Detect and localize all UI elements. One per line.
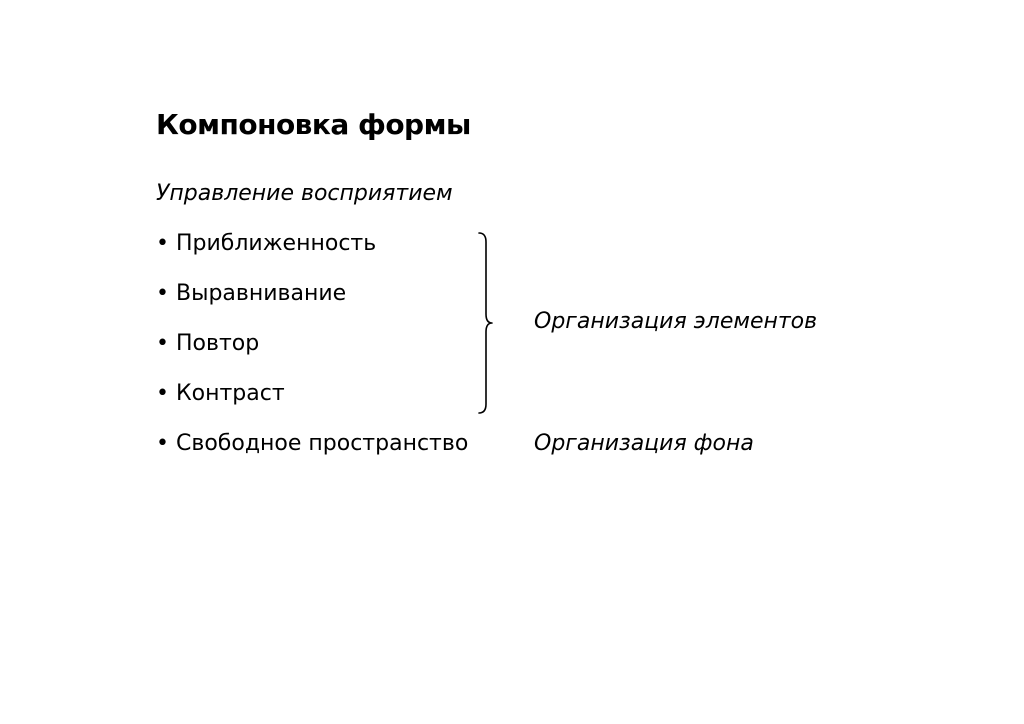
list-item: [156, 231, 376, 256]
list-item-label: Выравнивание: [176, 281, 347, 306]
group-label-elements: Организация элементов: [534, 309, 818, 334]
group-label-background: Организация фона: [534, 431, 754, 456]
list-item-label: Приближенность: [176, 231, 377, 256]
list-item: [156, 331, 259, 356]
list-item-label: Контраст: [176, 381, 285, 406]
bullet-icon: •: [156, 331, 169, 356]
bullet-icon: •: [156, 381, 169, 406]
list-item: [156, 281, 346, 306]
slide-subtitle: Управление восприятием: [156, 181, 453, 206]
list-item-label: Свободное пространство: [176, 431, 469, 456]
curly-brace-icon: [476, 230, 500, 416]
list-item: [156, 431, 468, 456]
bullet-icon: •: [156, 281, 169, 306]
bullet-icon: •: [156, 231, 169, 256]
list-item: [156, 381, 285, 406]
list-item-label: Повтор: [176, 331, 260, 356]
slide-title: Компоновка формы: [156, 108, 471, 141]
bullet-icon: •: [156, 431, 169, 456]
